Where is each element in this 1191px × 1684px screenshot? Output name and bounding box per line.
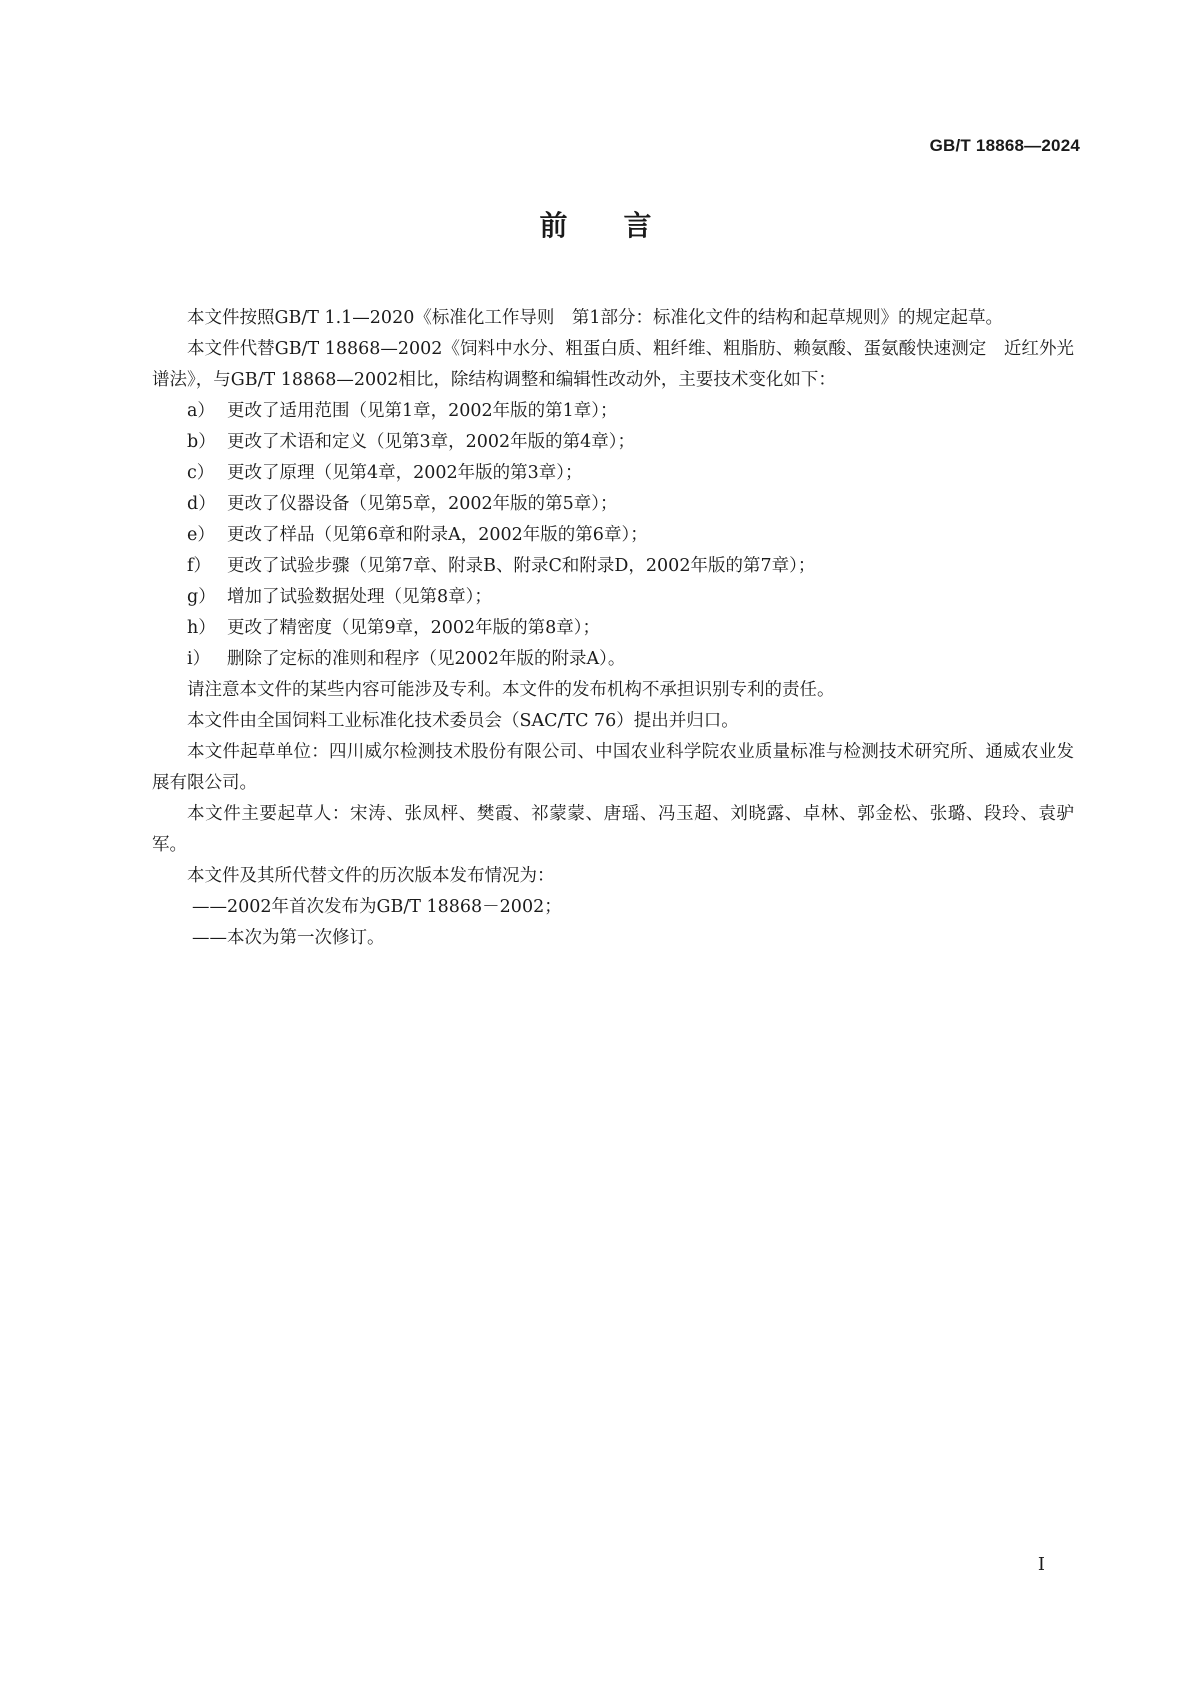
list-marker: e） — [187, 525, 215, 545]
paragraph-proposer: 本文件由全国饲料工业标准化技术委员会（SAC/TC 76）提出并归口。 — [187, 711, 739, 731]
foreword-body — [152, 303, 1074, 954]
list-item — [152, 396, 1074, 427]
list-item — [152, 458, 1074, 489]
title-char-1: 前 — [539, 209, 568, 242]
list-item — [152, 551, 1074, 582]
paragraph-drafting-rules: 本文件按照GB/T 1.1—2020《标准化工作导则 第1部分：标准化文件的结构和起草规则》的规定起草。 — [187, 308, 1003, 328]
list-item-text: 更改了样品（见第6章和附录A，2002年版的第6章）； — [227, 525, 648, 545]
title-char-2: 言 — [623, 209, 652, 242]
list-item-text: 更改了精密度（见第9章，2002年版的第8章）； — [227, 618, 601, 638]
list-marker: g） — [187, 587, 216, 607]
paragraph-drafting-units: 本文件起草单位：四川威尔检测技术股份有限公司、中国农业科学院农业质量标准与检测技术研究所、通威农业发展有限公司。 — [152, 742, 1074, 793]
list-item — [152, 644, 1074, 675]
history-item: ——2002年首次发布为GB/T 18868－2002； — [192, 897, 562, 917]
history-list — [152, 892, 1074, 954]
paragraph-history-intro: 本文件及其所代替文件的历次版本发布情况为： — [187, 866, 555, 886]
list-marker: h） — [187, 618, 216, 638]
paragraph-replacement: 本文件代替GB/T 18868—2002《饲料中水分、粗蛋白质、粗纤维、粗脂肪、赖氨酸、蛋氨酸快速测定 近红外光谱法》，与GB/T 18868—2002相比，除结构调整和编辑性改动外，主要技术变化如下： — [152, 339, 1074, 390]
paragraph-drafters: 本文件主要起草人：宋涛、张凤枰、樊霞、祁蒙蒙、唐瑶、冯玉超、刘晓露、卓林、郭金松、张璐、段玲、袁驴军。 — [152, 804, 1074, 855]
list-item-text: 删除了定标的准则和程序（见2002年版的附录A）。 — [227, 649, 626, 669]
page-title — [0, 204, 1191, 244]
list-marker: b） — [187, 432, 216, 452]
changes-list — [152, 396, 1074, 675]
list-item-text: 更改了原理（见第4章，2002年版的第3章）； — [227, 463, 583, 483]
page-number: I — [1037, 1554, 1045, 1575]
standard-code: GB/T 18868—2024 — [929, 136, 1080, 155]
list-marker: i） — [187, 649, 211, 669]
list-marker: d） — [187, 494, 216, 514]
list-item-text: 更改了适用范围（见第1章，2002年版的第1章）； — [227, 401, 618, 421]
list-marker: a） — [187, 401, 215, 421]
list-marker: c） — [187, 463, 215, 483]
list-item — [152, 582, 1074, 613]
list-item — [152, 489, 1074, 520]
paragraph-patent-notice: 请注意本文件的某些内容可能涉及专利。本文件的发布机构不承担识别专利的责任。 — [187, 680, 835, 700]
list-item-text: 更改了术语和定义（见第3章，2002年版的第4章）； — [227, 432, 636, 452]
list-item — [152, 520, 1074, 551]
history-item: ——本次为第一次修订。 — [192, 928, 385, 948]
list-item — [152, 613, 1074, 644]
list-item-text: 更改了仪器设备（见第5章，2002年版的第5章）； — [227, 494, 618, 514]
list-item-text: 增加了试验数据处理（见第8章）； — [227, 587, 492, 607]
list-marker: f） — [187, 556, 211, 576]
list-item-text: 更改了试验步骤（见第7章、附录B、附录C和附录D，2002年版的第7章）； — [227, 556, 816, 576]
list-item — [152, 427, 1074, 458]
